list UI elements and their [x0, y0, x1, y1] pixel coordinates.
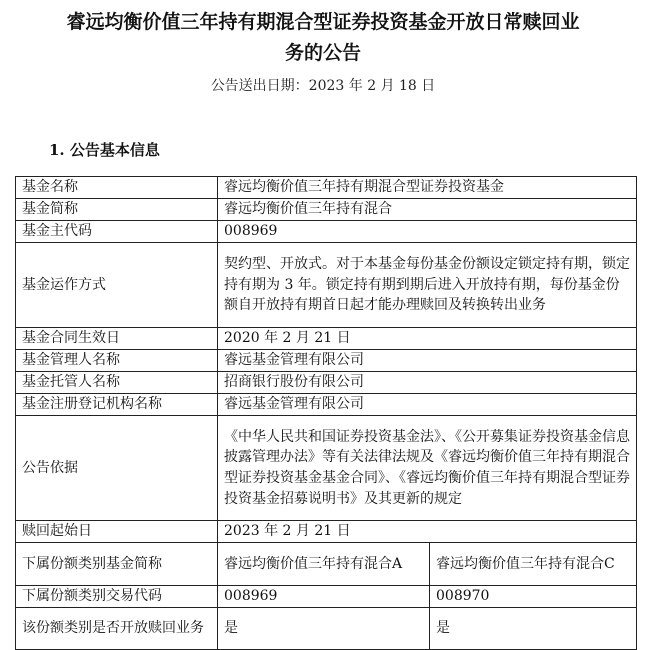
class-c-value: 睿远均衡价值三年持有混合C	[430, 543, 637, 586]
row-value: 睿远基金管理有限公司	[218, 394, 637, 416]
row-value: 契约型、开放式。对于本基金每份基金份额设定锁定持有期，锁定持有期为 3 年。锁定持有期到期后进入开放持有期，每份基金份额自开放持有期首日起才能办理赎回及转换转出业务	[218, 243, 637, 328]
announcement-title-line2: 务的公告	[284, 42, 361, 64]
row-label: 该份额类别是否开放赎回业务	[16, 608, 218, 650]
class-c-value: 008970	[430, 586, 637, 608]
row-label: 下属份额类别交易代码	[16, 586, 218, 608]
row-label: 基金主代码	[16, 221, 218, 243]
announcement-title-line1: 睿远均衡价值三年持有期混合型证券投资基金开放日常赎回业	[66, 11, 580, 33]
row-value: 睿远均衡价值三年持有期混合型证券投资基金	[218, 177, 637, 199]
table-row	[16, 350, 637, 372]
announcement-date: 公告送出日期：2023 年 2 月 18 日	[210, 78, 436, 94]
row-value: 008969	[218, 221, 637, 243]
table-row	[16, 243, 637, 328]
table-row	[16, 416, 637, 521]
class-a-value: 睿远均衡价值三年持有混合A	[218, 543, 430, 586]
row-value: 睿远基金管理有限公司	[218, 350, 637, 372]
table-row	[16, 177, 637, 199]
row-label: 基金简称	[16, 199, 218, 221]
row-label: 基金托管人名称	[16, 372, 218, 394]
table-row	[16, 586, 637, 608]
class-c-value: 是	[430, 608, 637, 650]
row-label: 基金注册登记机构名称	[16, 394, 218, 416]
row-value: 2020 年 2 月 21 日	[218, 328, 637, 350]
table-row	[16, 608, 637, 650]
row-label: 基金合同生效日	[16, 328, 218, 350]
table-row	[16, 221, 637, 243]
table-row	[16, 543, 637, 586]
row-label: 基金运作方式	[16, 243, 218, 328]
row-label: 下属份额类别基金简称	[16, 543, 218, 586]
row-value: 招商银行股份有限公司	[218, 372, 637, 394]
table-row	[16, 199, 637, 221]
row-value: 《中华人民共和国证券投资基金法》、《公开募集证券投资基金信息披露管理办法》等有关法律法规及《睿远均衡价值三年持有期混合型证券投资基金基金合同》、《睿远均衡价值三年持有期混合型证券投资基金招募说明书》及其更新的规定	[218, 416, 637, 521]
class-a-value: 008969	[218, 586, 430, 608]
row-value: 2023 年 2 月 21 日	[218, 521, 637, 543]
row-value: 睿远均衡价值三年持有混合	[218, 199, 637, 221]
basic-info-table	[15, 176, 637, 650]
table-row	[16, 394, 637, 416]
section-heading: 1. 公告基本信息	[49, 141, 160, 159]
row-label: 基金管理人名称	[16, 350, 218, 372]
class-a-value: 是	[218, 608, 430, 650]
table-row	[16, 372, 637, 394]
table-row	[16, 328, 637, 350]
row-label: 公告依据	[16, 416, 218, 521]
table-row	[16, 521, 637, 543]
row-label: 赎回起始日	[16, 521, 218, 543]
row-label: 基金名称	[16, 177, 218, 199]
